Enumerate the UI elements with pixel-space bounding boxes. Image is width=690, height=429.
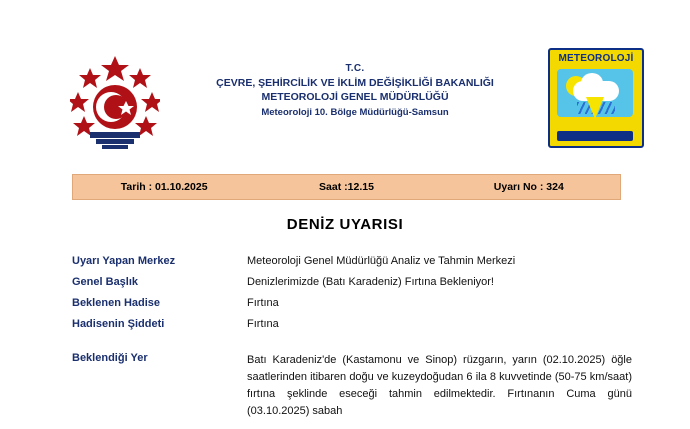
page-title: DENİZ UYARISI [286, 216, 404, 233]
state-emblem-icon [70, 52, 160, 152]
warning-details [72, 255, 632, 429]
field-value-expected-event: Fırtına [247, 297, 279, 309]
field-label-expected-event: Beklenen Hadise [72, 297, 161, 309]
field-label-issuing-center: Uyarı Yapan Merkez [72, 255, 176, 267]
info-date: Tarih : 01.10.2025 [120, 181, 208, 193]
heading-line-tc: T.C. [345, 63, 365, 74]
field-row [72, 352, 632, 420]
heading-line-directorate: METEOROLOJİ GENEL MÜDÜRLÜĞÜ [261, 90, 449, 103]
meteoroloji-logo-icon [548, 48, 644, 148]
field-value-event-severity: Fırtına [247, 318, 279, 330]
field-row [72, 255, 632, 267]
field-row [72, 297, 632, 309]
field-value-general-title: Denizlerimizde (Batı Karadeniz) Fırtına Bekleniyor! [247, 276, 494, 288]
lightning-icon [586, 97, 604, 119]
logo-title-text: METEOROLOJİ [558, 53, 634, 64]
field-value-issuing-center: Meteoroloji Genel Müdürlüğü Analiz ve Tahmin Merkezi [247, 255, 516, 267]
field-row [72, 276, 632, 288]
field-label-expected-location: Beklendiği Yer [72, 352, 148, 364]
field-value-expected-location: Batı Karadeniz'de (Kastamonu ve Sinop) rüzgarın, yarın (02.10.2025) öğle saatlerinden itibaren doğu ve kuzeydoğudan 6 ila 8 kuvvetinde (50-75 km/saat) fırtına şeklinde eseceği tahmin edilmektedir. Fırtınanın Cuma günü (03.10.2025) sabah [247, 354, 632, 418]
field-label-event-severity: Hadisenin Şiddeti [72, 318, 165, 330]
warning-info-bar [72, 174, 621, 200]
heading-line-region: Meteoroloji 10. Bölge Müdürlüğü-Samsun [261, 106, 449, 118]
heading-line-ministry: ÇEVRE, ŞEHİRCİLİK VE İKLİM DEĞİŞİKLİĞİ BAKANLIĞI [216, 76, 494, 89]
ministry-heading [180, 62, 530, 120]
logo-base-bar [557, 131, 633, 141]
field-label-general-title: Genel Başlık [72, 276, 139, 288]
info-time: Saat :12.15 [319, 181, 374, 193]
document-header [0, 0, 690, 150]
field-row [72, 318, 632, 330]
info-warning-number: Uyarı No : 324 [493, 181, 564, 193]
